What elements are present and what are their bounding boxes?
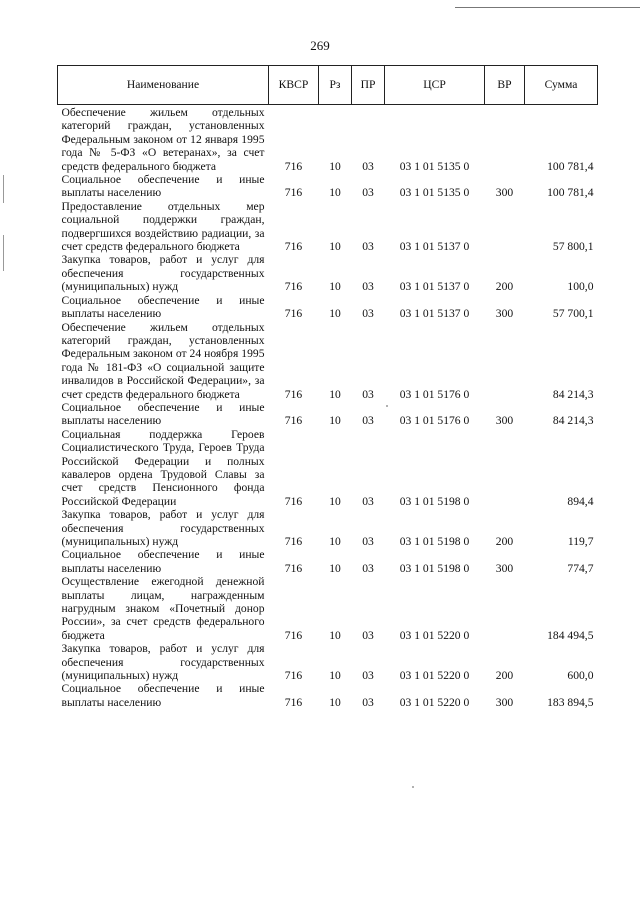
cell-sum: 600,0	[567, 669, 594, 683]
cell-csr: 03 1 01 5176 0	[399, 387, 470, 401]
cell-pr: 03	[362, 669, 374, 683]
header-vr: ВР	[485, 66, 525, 105]
cell-pr: 03	[362, 159, 374, 173]
cell-rz: 10	[329, 535, 341, 548]
cell-name: Предоставление отдельных мер социальной поддержки граждан, подвергшихся воздействию радиации, за счет средств федерального бюджета	[61, 199, 265, 254]
header-rz: Рз	[319, 66, 352, 105]
scan-top-rule	[455, 7, 640, 8]
cell-sum: 84 214,3	[552, 414, 594, 428]
cell-name: Обеспечение жильем отдельных категорий граждан, установленных Федеральным законом от 24 ноября 1995 года № 181-ФЗ «О социальной защите инвалидов в Российской Федерации», за счет средств федерального бюджета	[61, 320, 265, 401]
cell-csr: 03 1 01 5220 0	[399, 669, 470, 683]
table-row	[58, 401, 598, 428]
cell-name: Социальное обеспечение и иные выплаты населению	[61, 682, 265, 709]
cell-vr: 200	[495, 280, 514, 294]
cell-sum: 894,4	[567, 494, 594, 508]
cell-vr: 200	[495, 669, 514, 683]
cell-name: Социальное обеспечение и иные выплаты населению	[61, 173, 265, 200]
cell-name: Осуществление ежегодной денежной выплаты лицам, награжденным нагрудным знаком «Почетный донор России», за счет средств федерального бюджета	[61, 575, 265, 642]
cell-csr: 03 1 01 5220 0	[399, 628, 470, 642]
cell-kvsr: 716	[284, 628, 303, 642]
cell-pr: 03	[362, 628, 374, 642]
cell-vr: 200	[495, 535, 514, 548]
header-csr: ЦСР	[385, 66, 485, 105]
cell-vr: 300	[495, 307, 514, 321]
table-header-row	[58, 66, 598, 105]
cell-name: Социальное обеспечение и иные выплаты населению	[61, 293, 265, 321]
cell-kvsr: 716	[284, 387, 303, 401]
header-sum: Сумма	[525, 66, 598, 105]
cell-csr: 03 1 01 5137 0	[399, 280, 470, 294]
cell-vr	[485, 321, 525, 401]
table-row	[58, 294, 598, 321]
cell-vr	[485, 575, 525, 642]
cell-sum: 57 800,1	[552, 240, 594, 254]
cell-pr: 03	[362, 695, 374, 709]
cell-rz: 10	[329, 695, 341, 709]
cell-name: Обеспечение жильем отдельных категорий граждан, установленных Федеральным законом от 12 января 1995 года № 5-ФЗ «О ветеранах», за счет средств федерального бюджета	[61, 106, 265, 173]
cell-kvsr: 716	[284, 186, 303, 200]
cell-rz: 10	[329, 240, 341, 254]
cell-csr: 03 1 01 5198 0	[399, 494, 470, 508]
cell-sum: 183 894,5	[547, 695, 594, 709]
cell-name: Социальная поддержка Героев Социалистического Труда, Героев Труда Российской Федерации и полных кавалеров ордена Трудовой Славы за счет средств Пенсионного фонда Российской Федерации	[61, 427, 265, 508]
cell-rz: 10	[329, 414, 341, 428]
cell-sum: 100,0	[567, 280, 594, 294]
cell-csr: 03 1 01 5137 0	[399, 240, 470, 254]
cell-rz: 10	[329, 669, 341, 683]
cell-name: Закупка товаров, работ и услуг для обеспечения государственных (муниципальных) нужд	[61, 508, 265, 548]
cell-csr: 03 1 01 5198 0	[399, 561, 470, 575]
cell-pr: 03	[362, 494, 374, 508]
cell-rz: 10	[329, 561, 341, 575]
header-name: Наименование	[58, 66, 269, 105]
header-pr: ПР	[352, 66, 385, 105]
table-row	[58, 321, 598, 401]
cell-vr: 300	[495, 695, 514, 709]
cell-sum: 84 214,3	[552, 387, 594, 401]
cell-sum: 57 700,1	[552, 307, 594, 321]
cell-csr: 03 1 01 5176 0	[399, 414, 470, 428]
table-row	[58, 508, 598, 548]
cell-kvsr: 716	[284, 669, 303, 683]
table-row	[58, 253, 598, 293]
cell-pr: 03	[362, 414, 374, 428]
cell-vr: 300	[495, 561, 514, 575]
cell-sum: 184 494,5	[547, 628, 594, 642]
cell-kvsr: 716	[284, 307, 303, 321]
cell-vr	[485, 428, 525, 508]
cell-name: Закупка товаров, работ и услуг для обеспечения государственных (муниципальных) нужд	[61, 642, 265, 683]
cell-rz: 10	[329, 280, 341, 294]
cell-rz: 10	[329, 186, 341, 200]
cell-kvsr: 716	[284, 535, 303, 548]
scan-dot	[412, 786, 414, 788]
cell-csr: 03 1 01 5135 0	[399, 159, 470, 173]
cell-pr: 03	[362, 535, 374, 548]
cell-vr	[485, 105, 525, 174]
cell-sum: 774,7	[567, 561, 594, 575]
cell-kvsr: 716	[284, 695, 303, 709]
cell-kvsr: 716	[284, 240, 303, 254]
cell-vr	[485, 200, 525, 254]
cell-kvsr: 716	[284, 280, 303, 294]
table-row	[58, 682, 598, 709]
cell-vr: 300	[495, 186, 514, 200]
cell-kvsr: 716	[284, 159, 303, 173]
table-row	[58, 105, 598, 174]
page-number: 269	[310, 38, 330, 53]
table-row	[58, 642, 598, 682]
cell-kvsr: 716	[284, 414, 303, 428]
cell-csr: 03 1 01 5137 0	[399, 307, 470, 321]
budget-table	[57, 65, 598, 709]
cell-rz: 10	[329, 628, 341, 642]
table-row	[58, 428, 598, 508]
cell-name: Социальное обеспечение и иные выплаты населению	[61, 400, 265, 428]
table-row	[58, 173, 598, 200]
cell-kvsr: 716	[284, 494, 303, 508]
table-body	[58, 105, 598, 710]
cell-pr: 03	[362, 240, 374, 254]
scan-margin-mark	[3, 175, 4, 203]
cell-vr: 300	[495, 414, 514, 428]
cell-sum: 119,7	[567, 535, 594, 548]
table-row	[58, 575, 598, 642]
cell-kvsr: 716	[284, 561, 303, 575]
cell-pr: 03	[362, 280, 374, 294]
cell-csr: 03 1 01 5198 0	[399, 535, 470, 548]
cell-rz: 10	[329, 159, 341, 173]
cell-name: Закупка товаров, работ и услуг для обеспечения государственных (муниципальных) нужд	[61, 253, 265, 294]
table-row	[58, 548, 598, 575]
header-kvsr: КВСР	[269, 66, 319, 105]
cell-pr: 03	[362, 561, 374, 575]
cell-pr: 03	[362, 186, 374, 200]
cell-rz: 10	[329, 307, 341, 321]
cell-csr: 03 1 01 5220 0	[399, 695, 470, 709]
scan-margin-mark	[3, 235, 4, 271]
cell-sum: 100 781,4	[547, 159, 594, 173]
table-row	[58, 200, 598, 254]
cell-rz: 10	[329, 387, 341, 401]
cell-pr: 03	[362, 307, 374, 321]
cell-name: Социальное обеспечение и иные выплаты населению	[61, 548, 265, 575]
cell-pr: 03	[362, 387, 374, 401]
cell-csr: 03 1 01 5135 0	[399, 186, 470, 200]
cell-sum: 100 781,4	[547, 186, 594, 200]
cell-rz: 10	[329, 494, 341, 508]
